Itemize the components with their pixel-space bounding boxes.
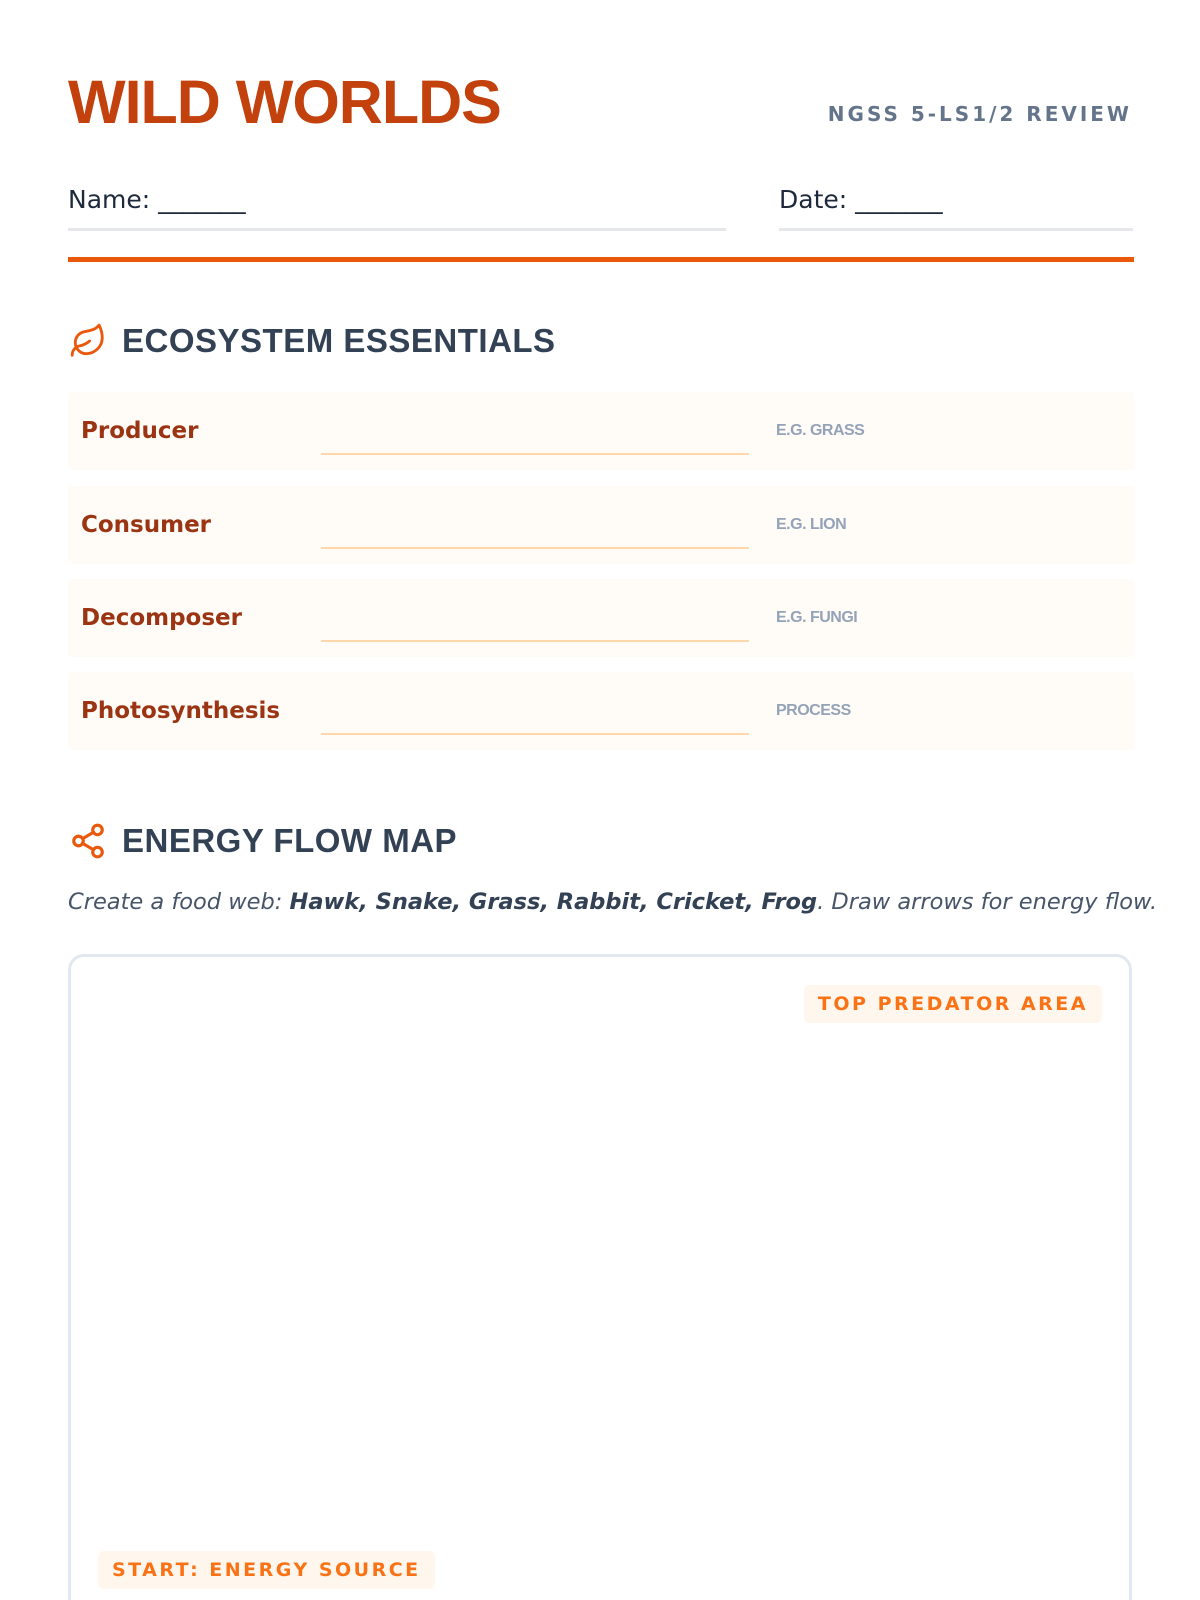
instructions-prefix: Create a food web: [68, 889, 290, 915]
vocab-hint: E.G. FUNGI [776, 609, 858, 626]
vocab-hint: E.G. LION [776, 516, 847, 533]
vocab-term: Decomposer [81, 605, 242, 631]
page-title: WILD WORLDS [68, 68, 501, 136]
vocab-term: Photosynthesis [81, 698, 281, 724]
answer-line[interactable] [321, 733, 749, 735]
header [68, 62, 1132, 142]
energy-title: ENERGY FLOW MAP [122, 822, 458, 859]
essentials-heading [68, 317, 556, 365]
share-nodes-icon [68, 821, 108, 861]
energy-heading [68, 817, 457, 865]
food-web-instructions [68, 889, 1157, 915]
vocab-row-consumer [68, 486, 1134, 564]
answer-line[interactable] [321, 547, 749, 549]
vocab-term: Consumer [81, 512, 212, 538]
vocab-hint: PROCESS [776, 702, 851, 719]
standard-label: NGSS 5-LS1/2 REVIEW [827, 102, 1132, 126]
vocab-row-photosynthesis [68, 672, 1134, 750]
instructions-suffix: . Draw arrows for energy flow. [817, 889, 1158, 915]
vocab-term: Producer [81, 418, 199, 444]
organism-list: Hawk, Snake, Grass, Rabbit, Cricket, Frog [289, 889, 818, 915]
leaf-icon [68, 321, 108, 361]
header-divider [68, 257, 1134, 262]
name-field[interactable]: Name: _______ [68, 180, 726, 231]
energy-source-tag: START: ENERGY SOURCE [98, 1551, 435, 1589]
essentials-title: ECOSYSTEM ESSENTIALS [122, 322, 556, 359]
answer-line[interactable] [321, 640, 749, 642]
answer-line[interactable] [321, 453, 749, 455]
vocab-hint: E.G. GRASS [776, 422, 865, 439]
top-predator-tag: TOP PREDATOR AREA [804, 985, 1102, 1023]
date-field[interactable]: Date: _______ [779, 180, 1133, 231]
vocab-row-producer [68, 392, 1134, 470]
vocab-row-decomposer [68, 579, 1134, 657]
food-web-drawing-area[interactable] [68, 954, 1132, 1600]
